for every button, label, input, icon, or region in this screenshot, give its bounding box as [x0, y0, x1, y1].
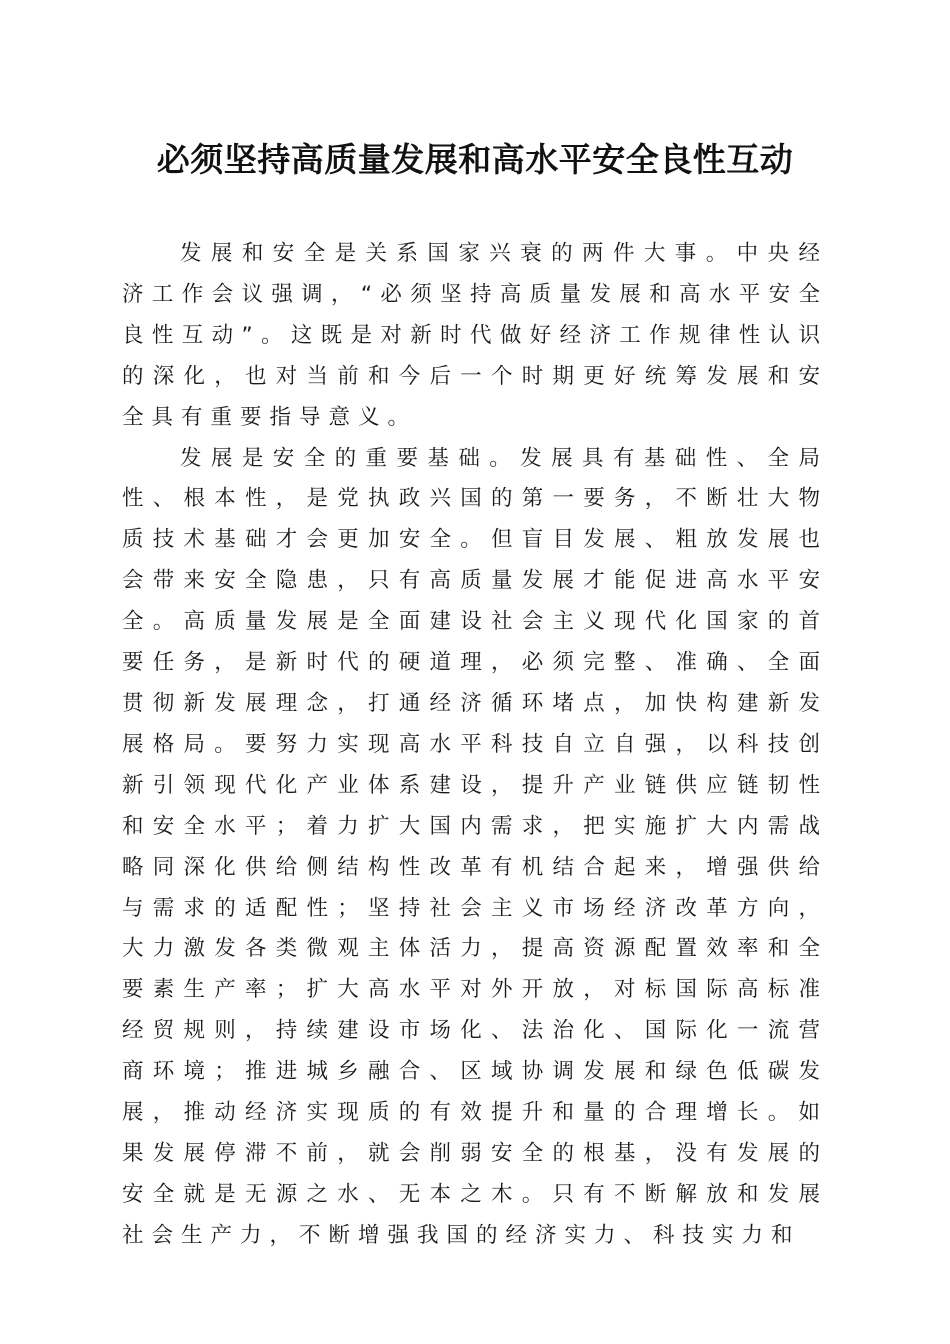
document-body [122, 234, 828, 1257]
document-title: 必须坚持高质量发展和高水平安全良性互动 [156, 140, 794, 179]
paragraph-development-foundation: 发展是安全的重要基础。发展具有基础性、全局性、根本性，是党执政兴国的第一要务，不断壮大物质技术基础才会更加安全。但盲目发展、粗放发展也会带来安全隐患，只有高质量发展才能促进高水平安全。高质量发展是全面建设社会主义现代化国家的首要任务，是新时代的硬道理，必须完整、准确、全面贯彻新发展理念，打通经济循环堵点，加快构建新发展格局。要努力实现高水平科技自立自强，以科技创新引领现代化产业体系建设，提升产业链供应链韧性和安全水平；着力扩大国内需求，把实施扩大内需战略同深化供给侧结构性改革有机结合起来，增强供给与需求的适配性；坚持社会主义市场经济改革方向，大力激发各类微观主体活力，提高资源配置效率和全要素生产率；扩大高水平对外开放，对标国际高标准经贸规则，持续建设市场化、法治化、国际化一流营商环境；推进城乡融合、区域协调发展和绿色低碳发展，推动经济实现质的有效提升和量的合理增长。如果发展停滞不前，就会削弱安全的根基，没有发展的安全就是无源之水、无本之木。只有不断解放和发展社会生产力，不断增强我国的经济实力、科技实力和 [122, 445, 828, 1248]
paragraph-intro: 发展和安全是关系国家兴衰的两件大事。中央经济工作会议强调，“必须坚持高质量发展和高水平安全良性互动”。这既是对新时代做好经济工作规律性认识的深化，也对当前和今后一个时期更好统筹发展和安全具有重要指导意义。 [122, 241, 828, 430]
